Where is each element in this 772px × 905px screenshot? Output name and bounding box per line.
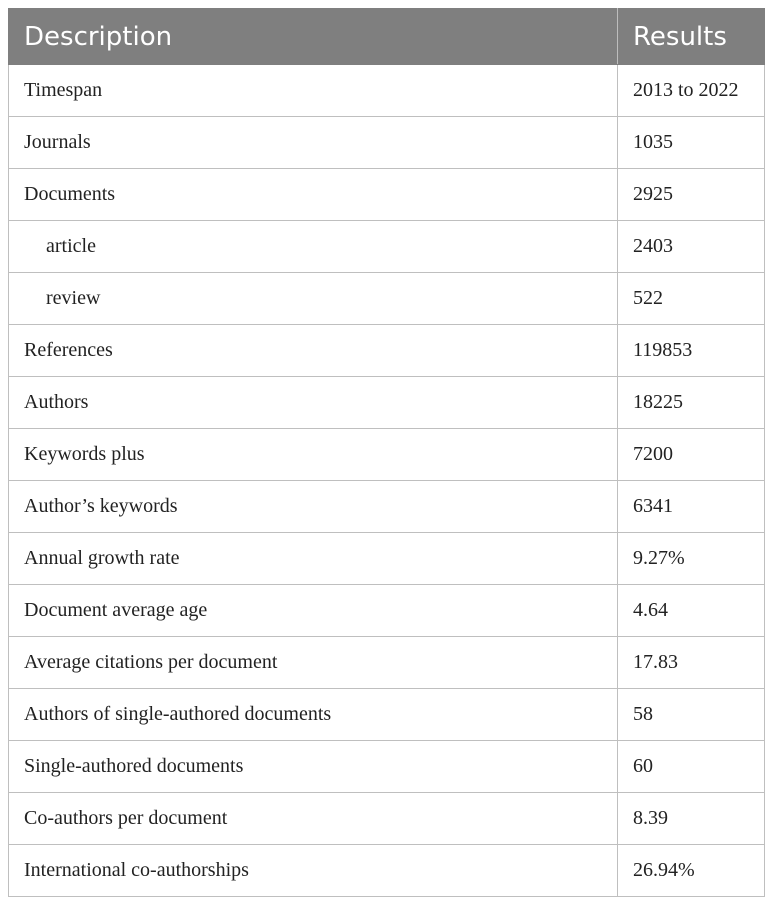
row-description: Annual growth rate	[9, 533, 618, 585]
header-description: Description	[9, 9, 618, 65]
row-description: review	[9, 273, 618, 325]
table-row	[9, 689, 765, 741]
table-row	[9, 533, 765, 585]
row-result: 18225	[618, 377, 765, 429]
table-row	[9, 273, 765, 325]
row-description: Single-authored documents	[9, 741, 618, 793]
header-results: Results	[618, 9, 765, 65]
row-description: Authors	[9, 377, 618, 429]
row-description: Co-authors per document	[9, 793, 618, 845]
table-row	[9, 793, 765, 845]
row-result: 17.83	[618, 637, 765, 689]
row-result: 60	[618, 741, 765, 793]
row-result: 2013 to 2022	[618, 65, 765, 117]
row-description: Timespan	[9, 65, 618, 117]
table-header	[9, 9, 765, 65]
table-row	[9, 481, 765, 533]
row-result: 58	[618, 689, 765, 741]
row-description: article	[9, 221, 618, 273]
row-result: 522	[618, 273, 765, 325]
row-result: 2403	[618, 221, 765, 273]
table-row	[9, 429, 765, 481]
row-description: International co-authorships	[9, 845, 618, 897]
row-result: 7200	[618, 429, 765, 481]
table-row	[9, 741, 765, 793]
row-result: 1035	[618, 117, 765, 169]
row-description: Documents	[9, 169, 618, 221]
row-result: 6341	[618, 481, 765, 533]
row-result: 9.27%	[618, 533, 765, 585]
table-row	[9, 169, 765, 221]
row-result: 2925	[618, 169, 765, 221]
table-row	[9, 325, 765, 377]
row-description: Average citations per document	[9, 637, 618, 689]
row-description: Journals	[9, 117, 618, 169]
table-row	[9, 585, 765, 637]
row-result: 4.64	[618, 585, 765, 637]
row-description: References	[9, 325, 618, 377]
row-description: Author’s keywords	[9, 481, 618, 533]
row-description: Document average age	[9, 585, 618, 637]
row-result: 119853	[618, 325, 765, 377]
row-result: 8.39	[618, 793, 765, 845]
row-description: Keywords plus	[9, 429, 618, 481]
row-description: Authors of single-authored documents	[9, 689, 618, 741]
table-row	[9, 221, 765, 273]
summary-table-container	[8, 8, 764, 897]
table-row	[9, 377, 765, 429]
table-row	[9, 117, 765, 169]
table-row	[9, 845, 765, 897]
summary-table	[8, 8, 765, 897]
table-row	[9, 637, 765, 689]
table-body	[9, 65, 765, 897]
row-result: 26.94%	[618, 845, 765, 897]
header-row	[9, 9, 765, 65]
table-row	[9, 65, 765, 117]
